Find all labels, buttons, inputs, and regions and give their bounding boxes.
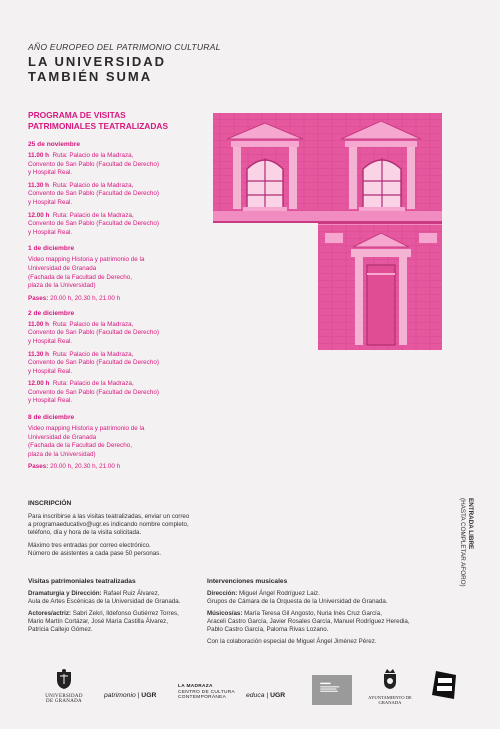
passes-value: 20.00 h, 20.30 h, 21.00 h [50, 463, 121, 471]
text-line: Aula de Artes Escénicas de la Universidad de Granada. [28, 598, 181, 605]
passes-value: 20.00 h, 20.30 h, 21.00 h [50, 294, 121, 302]
entry-time: 11.00 h [28, 320, 50, 328]
item-media-logo-icon [430, 669, 458, 701]
schedule-entry [28, 152, 203, 178]
inscripcion-section [28, 500, 328, 558]
day-date: 25 de noviembre [28, 141, 81, 148]
video-mapping-entry [28, 256, 203, 290]
entry-line: Ruta: Palacio de la Madraza, [52, 380, 134, 388]
page-title [28, 55, 221, 84]
entry-line: y Hospital Real. [28, 198, 73, 206]
text-line: Para inscribirse a las visitas teatralizadas, enviar un correo [28, 513, 190, 520]
side-note-text [450, 498, 474, 593]
logo-madraza [178, 684, 238, 701]
logos-row [0, 665, 500, 715]
entry-line: (Fachada de la Facultad de Derecho, [28, 442, 132, 450]
entry-line: Convento de San Pablo (Facultad de Derecho) [28, 160, 159, 168]
entry-line: Convento de San Pablo (Facultad de Derecho) [28, 220, 159, 228]
credits-musica [207, 578, 437, 650]
entry-time: 12.00 h [28, 380, 50, 388]
facade-photo [213, 113, 442, 350]
schedule-entry [28, 182, 203, 208]
entry-line: Convento de San Pablo (Facultad de Derecho) [28, 388, 159, 396]
logo-patrimonio: patrimonio | UGR [104, 692, 157, 699]
entry-line: plaza de la Universidad) [28, 282, 96, 290]
ayuntamiento-crest-icon [382, 668, 398, 690]
text-line: teléfono, día y hora de la visita solicitada. [28, 529, 142, 537]
logo-text: educa [246, 692, 265, 699]
text-line: Pablo Castro García, Paloma Rivas Lozano. [207, 626, 329, 633]
credit-label: Dirección: [207, 590, 238, 597]
text-line: Mario Martín Cortázar, José María Castilla Álvarez, [28, 618, 168, 625]
text-line: a programaeducativo@ugr.es indicando nombre completo, [28, 521, 189, 529]
entry-time: 12.00 h [28, 211, 50, 219]
title-line-2: TAMBIÉN SUMA [28, 68, 153, 84]
entry-line: y Hospital Real. [28, 169, 73, 177]
text-line: Sabri Zekri, Ildefonso Gutiérrez Torres, [72, 610, 179, 617]
entry-line: Ruta: Palacio de la Madraza, [52, 320, 134, 328]
title-line-1: LA UNIVERSIDAD [28, 54, 167, 69]
logo-text: UGR [270, 692, 286, 699]
entry-line: Convento de San Pablo (Facultad de Derecho) [28, 190, 159, 198]
credit-label: Dramaturgia y Dirección: [28, 590, 102, 597]
ugr-crest-icon [54, 668, 74, 690]
credit-actors [28, 610, 208, 634]
entry-line: y Hospital Real. [28, 337, 73, 345]
logo-text: patrimonio [104, 692, 136, 699]
header-kicker: AÑO EUROPEO DEL PATRIMONIO CULTURAL [28, 42, 221, 52]
credit-special: Con la colaboración especial de Miguel Ángel Jiménez Pérez. [207, 638, 377, 645]
inscripcion-limits [28, 542, 328, 558]
entry-line: plaza de la Universidad) [28, 450, 96, 458]
text-line: Rafael Ruiz Álvarez, [103, 590, 160, 597]
passes [28, 463, 203, 470]
credit-musicians [207, 610, 437, 634]
entry-line: Ruta: Palacio de la Madraza, [52, 152, 134, 159]
entry-line: Video mapping Historia y patrimonio de la [28, 425, 145, 433]
text-line: Patricia Callejo Gómez. [28, 626, 93, 633]
logo-text: AYUNTAMIENTO DE GRANADA [368, 695, 412, 705]
credit-label: Músicos/as: [207, 610, 243, 617]
entry-line: Ruta: Palacio de la Madraza, [52, 350, 134, 358]
entry-line: Ruta: Palacio de la Madraza, [52, 181, 134, 189]
entry-line: Video mapping Historia y patrimonio de la [28, 256, 145, 264]
credits-title: Visitas patrimoniales teatralizadas [28, 578, 136, 585]
day-date: 1 de diciembre [28, 245, 75, 253]
side-note [450, 498, 474, 593]
program-title-line-2: PATRIMONIALES TEATRALIZADAS [28, 121, 169, 131]
entry-line: Universidad de Granada [28, 264, 97, 272]
day-date: 2 de diciembre [28, 309, 75, 317]
header [28, 42, 221, 84]
entry-line: y Hospital Real. [28, 397, 73, 405]
credit-label: Actores/actriz: [28, 610, 71, 617]
inscripcion-text [28, 513, 328, 538]
heritage-year-badge-icon [312, 675, 352, 705]
aforo-note: (HASTA COMPLETAR AFORO) [459, 498, 466, 587]
logo-text: UGR [141, 692, 157, 699]
entry-line: Convento de San Pablo (Facultad de Derecho) [28, 359, 159, 367]
entry-time: 11.30 h [28, 350, 50, 358]
logo-text: UNIVERSIDAD [45, 694, 83, 699]
logo-educa: educa | UGR [246, 692, 286, 699]
logo-text: LA MADRAZA [178, 684, 213, 689]
text-line: Miguel Ángel Rodríguez Laiz. [239, 590, 320, 597]
schedule-entry [28, 380, 203, 406]
passes-label: Pases: [28, 463, 49, 471]
text-line: María Teresa Gil Angosto, Nuria Inés Cruz García, [244, 610, 382, 617]
entry-line: (Fachada de la Facultad de Derecho, [28, 273, 132, 281]
entry-time: 11.30 h [28, 181, 50, 189]
passes-label: Pases: [28, 294, 49, 302]
schedule-entry [28, 321, 203, 347]
program-title-line-1: PROGRAMA DE VISITAS [28, 110, 126, 120]
passes [28, 295, 203, 302]
entry-line: Ruta: Palacio de la Madraza, [52, 211, 134, 219]
credit-direction [28, 590, 208, 606]
entry-line: Convento de San Pablo (Facultad de Derecho) [28, 329, 159, 337]
entry-line: Universidad de Granada [28, 433, 97, 441]
entry-time: 11.00 h [28, 152, 50, 159]
inscripcion-title: INSCRIPCIÓN [28, 500, 72, 507]
text-line: Araceli Castro García, Javier Rosales García, Manuel Rodríguez Heredia, [207, 618, 410, 625]
logo-ayuntamiento [368, 668, 412, 705]
credit-direction [207, 590, 437, 606]
program-column [28, 110, 203, 470]
video-mapping-entry [28, 425, 203, 459]
entry-line: y Hospital Real. [28, 228, 73, 236]
logo-text: CENTRO DE CULTURA [178, 689, 235, 695]
schedule-entry [28, 351, 203, 377]
text-line: Grupos de Cámara de la Orquesta de la Universidad de Granada. [207, 598, 388, 605]
schedule-entry [28, 212, 203, 238]
credits-title: Intervenciones musicales [207, 578, 288, 585]
day-date: 8 de diciembre [28, 414, 75, 422]
program-title [28, 110, 203, 132]
credits-visitas [28, 578, 208, 638]
text-line: Número de asistentes a cada pase 50 personas. [28, 549, 162, 557]
logo-text: CONTEMPORÁNEA [178, 695, 227, 701]
entrada-libre: ENTRADA LIBRE [467, 498, 474, 550]
text-line: Máximo tres entradas por correo electrónico. [28, 541, 151, 549]
logo-ugr [44, 668, 84, 704]
entry-line: y Hospital Real. [28, 367, 73, 375]
logo-text: DE GRANADA [46, 699, 82, 704]
